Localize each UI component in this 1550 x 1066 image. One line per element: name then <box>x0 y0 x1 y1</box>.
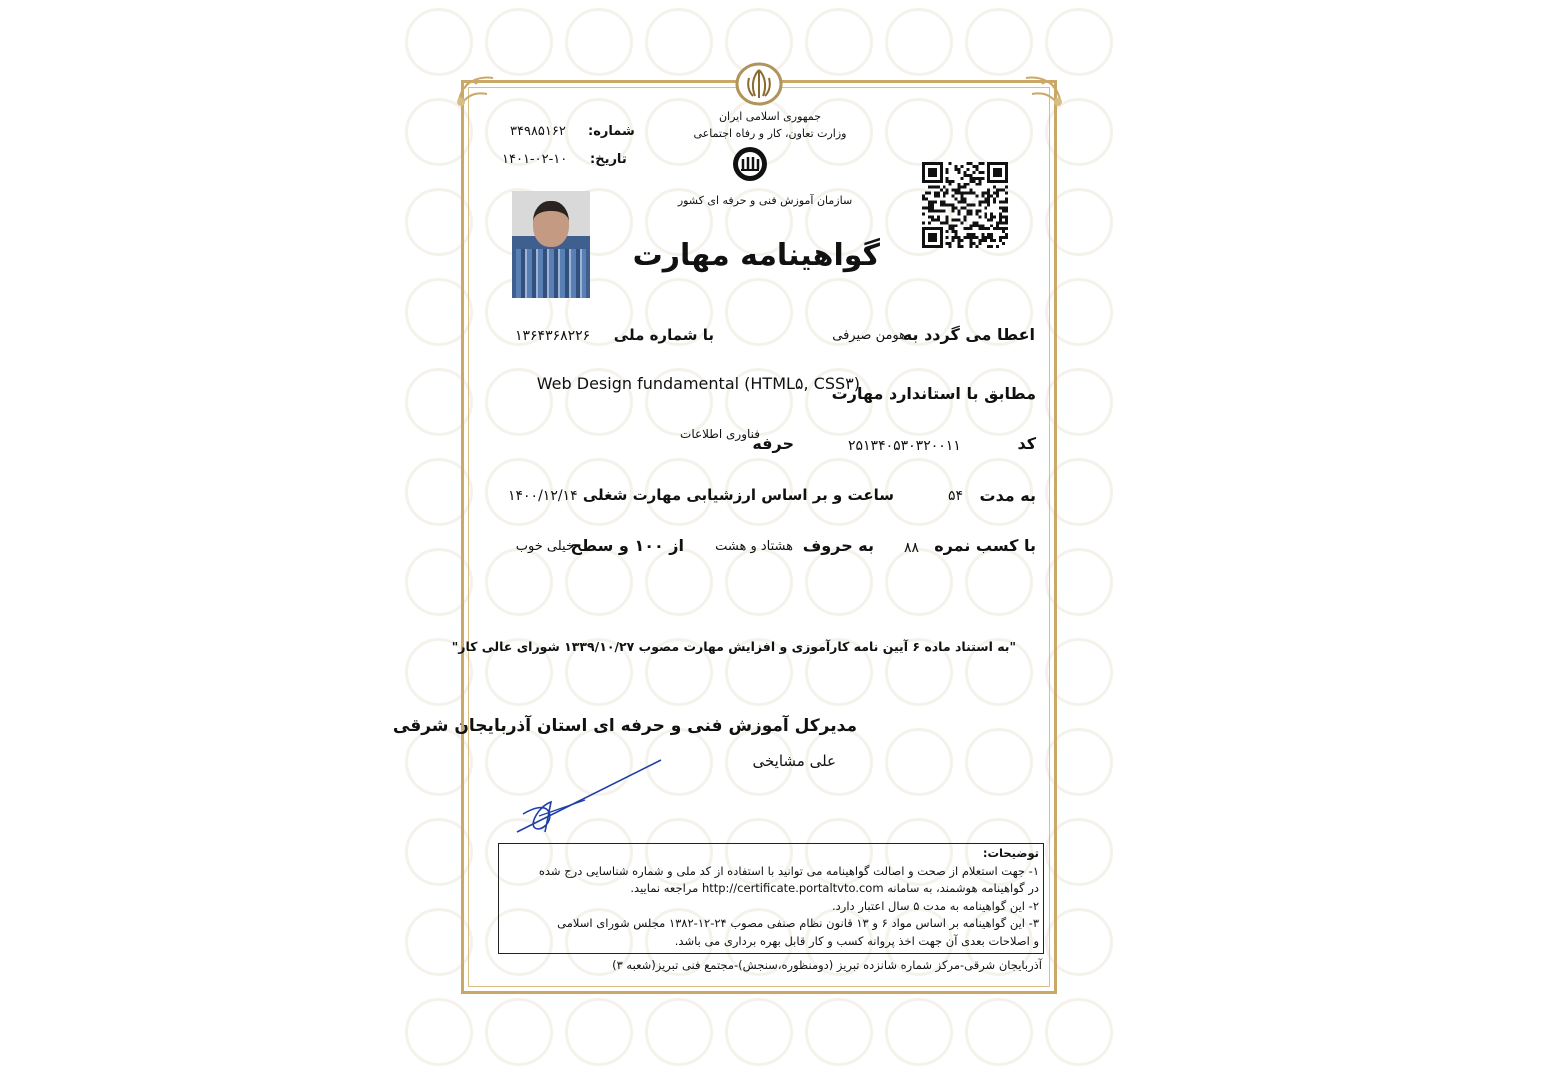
signatory-title: مدیرکل آموزش فنی و حرفه ای استان آذربایجان شرقی <box>392 716 857 736</box>
watermark-logo-icon <box>1045 998 1113 1066</box>
qr-code-icon[interactable] <box>922 162 1008 248</box>
duration-value: ۵۴ <box>948 488 964 504</box>
watermark-logo-icon <box>965 8 1033 76</box>
notes-line-5: و اصلاحات بعدی آن جهت اخذ پروانه کسب و کار قابل بهره برداری می باشد. <box>674 933 1039 948</box>
ministry-name: وزارت تعاون، کار و رفاه اجتماعی <box>693 127 847 140</box>
hours-text: ساعت و بر اساس ارزشیابی مهارت شغلی <box>582 486 894 504</box>
watermark-logo-icon <box>1045 8 1113 76</box>
code-value: ۲۵۱۳۴۰۵۳۰۳۲۰۰۱۱ <box>848 438 961 454</box>
field-value: فناوری اطلاعات <box>680 427 760 441</box>
out-of-label: از ۱۰۰ و سطح <box>570 536 684 555</box>
notes-line-1: ۱- جهت استعلام از صحت و اصالت گواهینامه می توانید با استفاده از کد ملی و شماره شناسایی درج شده <box>538 863 1039 878</box>
corner-ornament-right <box>1020 70 1066 116</box>
watermark-logo-icon <box>645 998 713 1066</box>
watermark-logo-icon <box>725 998 793 1066</box>
number-label: شماره: <box>588 124 635 139</box>
standard-label: مطابق با استاندارد مهارت <box>831 384 1036 403</box>
notes-line-2: در گواهینامه هوشمند، به سامانه http://certificate.portaltvto.com مراجعه نمایید. <box>630 881 1039 895</box>
watermark-logo-icon <box>565 998 633 1066</box>
level-value: خیلی خوب <box>515 539 574 554</box>
corner-ornament-left <box>453 70 499 116</box>
handwritten-signature <box>505 752 675 842</box>
national-id-value: ۱۳۶۴۳۶۸۲۲۶ <box>515 328 591 344</box>
letters-value: هشتاد و هشت <box>715 539 793 554</box>
duration-label: به مدت <box>979 486 1036 505</box>
notes-box <box>498 843 1044 954</box>
score-label: با کسب نمره <box>934 536 1036 555</box>
date-label: تاریخ: <box>590 152 627 167</box>
standard-value: Web Design fundamental (HTML۵, CSS۳) <box>536 374 860 393</box>
date-value: ۱۴۰۱-۰۲-۱۰ <box>502 152 568 167</box>
recipient-photo <box>512 191 590 298</box>
watermark-logo-icon <box>405 998 473 1066</box>
certificate-title: گواهینامه مهارت <box>632 238 880 273</box>
signatory-name: علی مشایخی <box>752 752 836 770</box>
national-id-label: با شماره ملی <box>613 326 714 344</box>
field-label: حرفه <box>752 434 794 453</box>
iran-emblem-icon <box>735 62 783 106</box>
number-value: ۳۴۹۸۵۱۶۲ <box>510 124 566 139</box>
watermark-logo-icon <box>965 998 1033 1066</box>
watermark-logo-icon <box>565 8 633 76</box>
watermark-logo-icon <box>805 8 873 76</box>
tvto-logo-icon <box>731 145 769 183</box>
notes-line-4: ۳- این گواهینامه بر اساس مواد ۶ و ۱۳ قانون نظام صنفی مصوب ۲۴-۱۲-۱۳۸۲ مجلس شورای اسلامی <box>557 916 1039 930</box>
recipient-name: هومن صیرفی <box>832 328 906 343</box>
code-label: کد <box>1017 434 1036 453</box>
exam-date: ۱۴۰۰/۱۲/۱۴ <box>508 488 578 504</box>
decree-text: "به استناد ماده ۶ آیین نامه کارآموزی و افزایش مهارت مصوب ۱۳۳۹/۱۰/۲۷ شورای عالی کار" <box>451 639 1016 654</box>
awarded-label: اعطا می گردد به <box>902 325 1035 344</box>
watermark-logo-icon <box>405 8 473 76</box>
letters-label: به حروف <box>802 536 874 555</box>
country-name: جمهوری اسلامی ایران <box>718 110 822 123</box>
watermark-logo-icon <box>645 8 713 76</box>
watermark-logo-icon <box>485 8 553 76</box>
organization-name: سازمان آموزش فنی و حرفه ای کشور <box>677 194 853 207</box>
watermark-logo-icon <box>805 998 873 1066</box>
score-value: ۸۸ <box>904 540 920 556</box>
footer-branch: آذربایجان شرقی-مرکز شماره شانزده تبریز (دومنظوره،سنجش)-مجتمع فنی تبریز(شعبه ۳) <box>612 958 1042 972</box>
notes-heading: توضیحات: <box>982 846 1039 860</box>
watermark-logo-icon <box>885 8 953 76</box>
notes-line-3: ۲- این گواهینامه به مدت ۵ سال اعتبار دارد. <box>832 898 1039 913</box>
watermark-logo-icon <box>485 998 553 1066</box>
watermark-logo-icon <box>885 998 953 1066</box>
